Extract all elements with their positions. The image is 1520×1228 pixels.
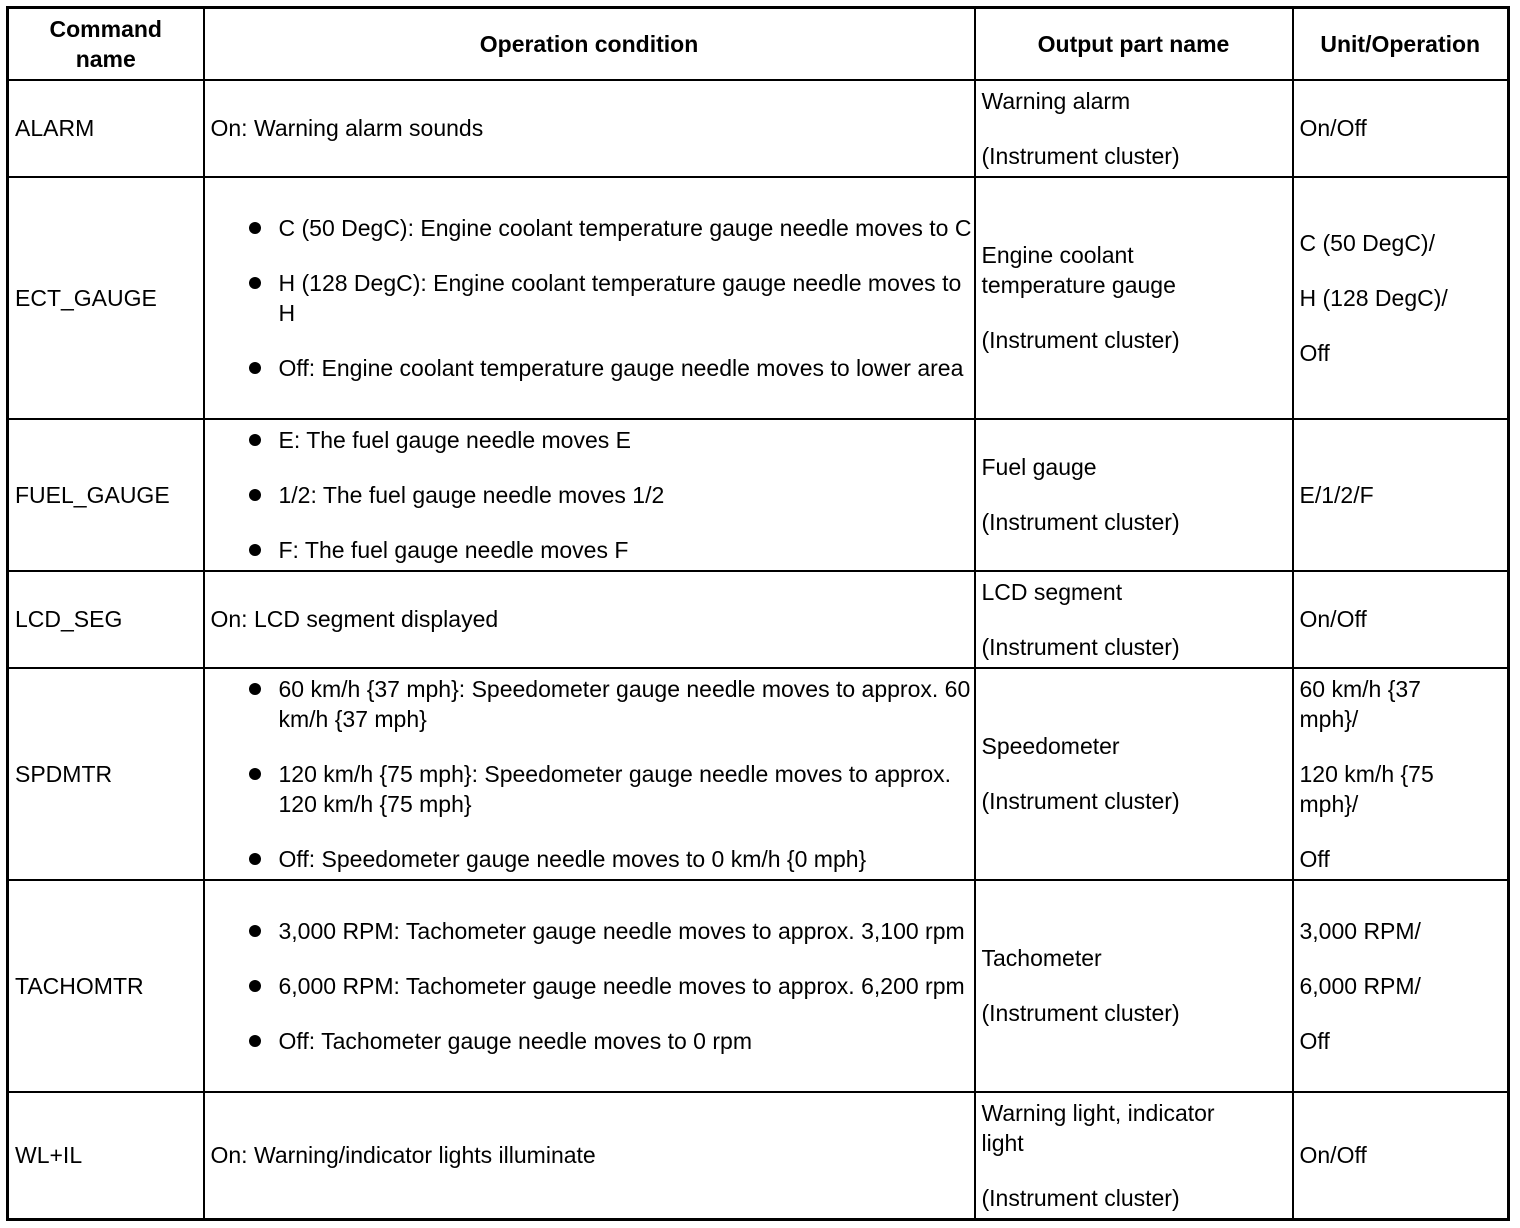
unit-cell (1293, 571, 1509, 668)
condition-list (205, 674, 974, 874)
unit-value: 3,000 RPM/ (1299, 917, 1421, 944)
condition-cell (204, 880, 975, 1092)
unit-value: On/Off (1299, 1142, 1367, 1169)
output-part: Warning light, indicator light (981, 1099, 1215, 1156)
condition-cell (204, 80, 975, 177)
table-row (8, 880, 1509, 1092)
command-cell (8, 1092, 204, 1220)
output-location: (Instrument cluster) (981, 327, 1180, 353)
condition-item: H (128 DegC): Engine coolant temperature gauge needle moves to H (247, 268, 974, 328)
command-name: ALARM (15, 115, 95, 141)
output-part: Tachometer (981, 945, 1102, 971)
unit-value: C (50 DegC)/ (1299, 229, 1435, 256)
condition-cell (204, 668, 975, 880)
condition-list (205, 916, 974, 1056)
command-cell (8, 880, 204, 1092)
output-location: (Instrument cluster) (981, 1184, 1180, 1211)
condition-item: Off: Speedometer gauge needle moves to 0 km/h {0 mph} (247, 844, 974, 874)
command-cell (8, 177, 204, 419)
unit-cell (1293, 668, 1509, 880)
condition-list (205, 213, 974, 383)
command-cell (8, 80, 204, 177)
output-part: LCD segment (981, 578, 1123, 605)
command-cell (8, 668, 204, 880)
unit-value: Off (1299, 339, 1330, 366)
command-name: LCD_SEG (15, 606, 123, 632)
condition-item: 1/2: The fuel gauge needle moves 1/2 (247, 480, 974, 510)
command-cell (8, 571, 204, 668)
condition-item: Off: Tachometer gauge needle moves to 0 rpm (247, 1026, 974, 1056)
header-command-name: Command name (8, 8, 204, 80)
condition-item: 60 km/h {37 mph}: Speedometer gauge needle moves to approx. 60 km/h {37 mph} (247, 674, 974, 734)
output-part: Speedometer (981, 733, 1120, 759)
condition-text: On: LCD segment displayed (210, 606, 499, 632)
unit-value: 60 km/h {37 mph}/ (1299, 675, 1421, 732)
condition-list (205, 425, 974, 565)
unit-cell (1293, 419, 1509, 571)
command-name: TACHOMTR (15, 972, 144, 999)
table-row (8, 80, 1509, 177)
condition-text: On: Warning/indicator lights illuminate (210, 1142, 596, 1169)
output-cell (975, 571, 1293, 668)
output-part: Warning alarm (981, 87, 1131, 114)
condition-cell (204, 177, 975, 419)
unit-cell (1293, 880, 1509, 1092)
output-cell (975, 880, 1293, 1092)
condition-item: 120 km/h {75 mph}: Speedometer gauge needle moves to approx. 120 km/h {75 mph} (247, 759, 974, 819)
output-location: (Instrument cluster) (981, 788, 1180, 814)
output-part: Fuel gauge (981, 454, 1097, 480)
unit-value: H (128 DegC)/ (1299, 284, 1448, 311)
output-cell (975, 419, 1293, 571)
unit-value: On/Off (1299, 606, 1367, 632)
output-cell (975, 668, 1293, 880)
output-part: Engine coolant temperature gauge (981, 242, 1176, 298)
unit-cell (1293, 80, 1509, 177)
condition-item: 6,000 RPM: Tachometer gauge needle moves to approx. 6,200 rpm (247, 971, 974, 1001)
table-row (8, 177, 1509, 419)
command-cell (8, 419, 204, 571)
condition-item: C (50 DegC): Engine coolant temperature gauge needle moves to C (247, 213, 974, 243)
condition-text: On: Warning alarm sounds (210, 115, 484, 141)
command-name: ECT_GAUGE (15, 284, 157, 311)
condition-item: Off: Engine coolant temperature gauge needle moves to lower area (247, 353, 974, 383)
table-row (8, 419, 1509, 571)
table-row (8, 571, 1509, 668)
unit-value: Off (1299, 1027, 1330, 1054)
command-name: FUEL_GAUGE (15, 481, 170, 508)
condition-item: F: The fuel gauge needle moves F (247, 535, 974, 565)
condition-cell (204, 419, 975, 571)
header-operation-condition: Operation condition (204, 8, 975, 80)
unit-value: Off (1299, 845, 1330, 872)
condition-item: E: The fuel gauge needle moves E (247, 425, 974, 455)
header-row (8, 8, 1509, 80)
unit-value: 120 km/h {75 mph}/ (1299, 760, 1434, 817)
output-location: (Instrument cluster) (981, 633, 1180, 660)
condition-item: 3,000 RPM: Tachometer gauge needle moves to approx. 3,100 rpm (247, 916, 974, 946)
unit-value: 6,000 RPM/ (1299, 972, 1421, 999)
unit-cell (1293, 177, 1509, 419)
table-row (8, 1092, 1509, 1220)
table-row (8, 668, 1509, 880)
output-location: (Instrument cluster) (981, 142, 1180, 169)
command-name: WL+IL (15, 1142, 83, 1169)
unit-cell (1293, 1092, 1509, 1220)
condition-cell (204, 1092, 975, 1220)
header-unit-operation: Unit/Operation (1293, 8, 1509, 80)
command-name: SPDMTR (15, 760, 113, 787)
header-output-part-name: Output part name (975, 8, 1293, 80)
output-cell (975, 1092, 1293, 1220)
output-cell (975, 177, 1293, 419)
output-location: (Instrument cluster) (981, 1000, 1180, 1026)
output-cell (975, 80, 1293, 177)
unit-value: E/1/2/F (1299, 481, 1374, 508)
unit-value: On/Off (1299, 115, 1367, 141)
output-location: (Instrument cluster) (981, 509, 1180, 535)
command-table (6, 6, 1510, 1221)
condition-cell (204, 571, 975, 668)
